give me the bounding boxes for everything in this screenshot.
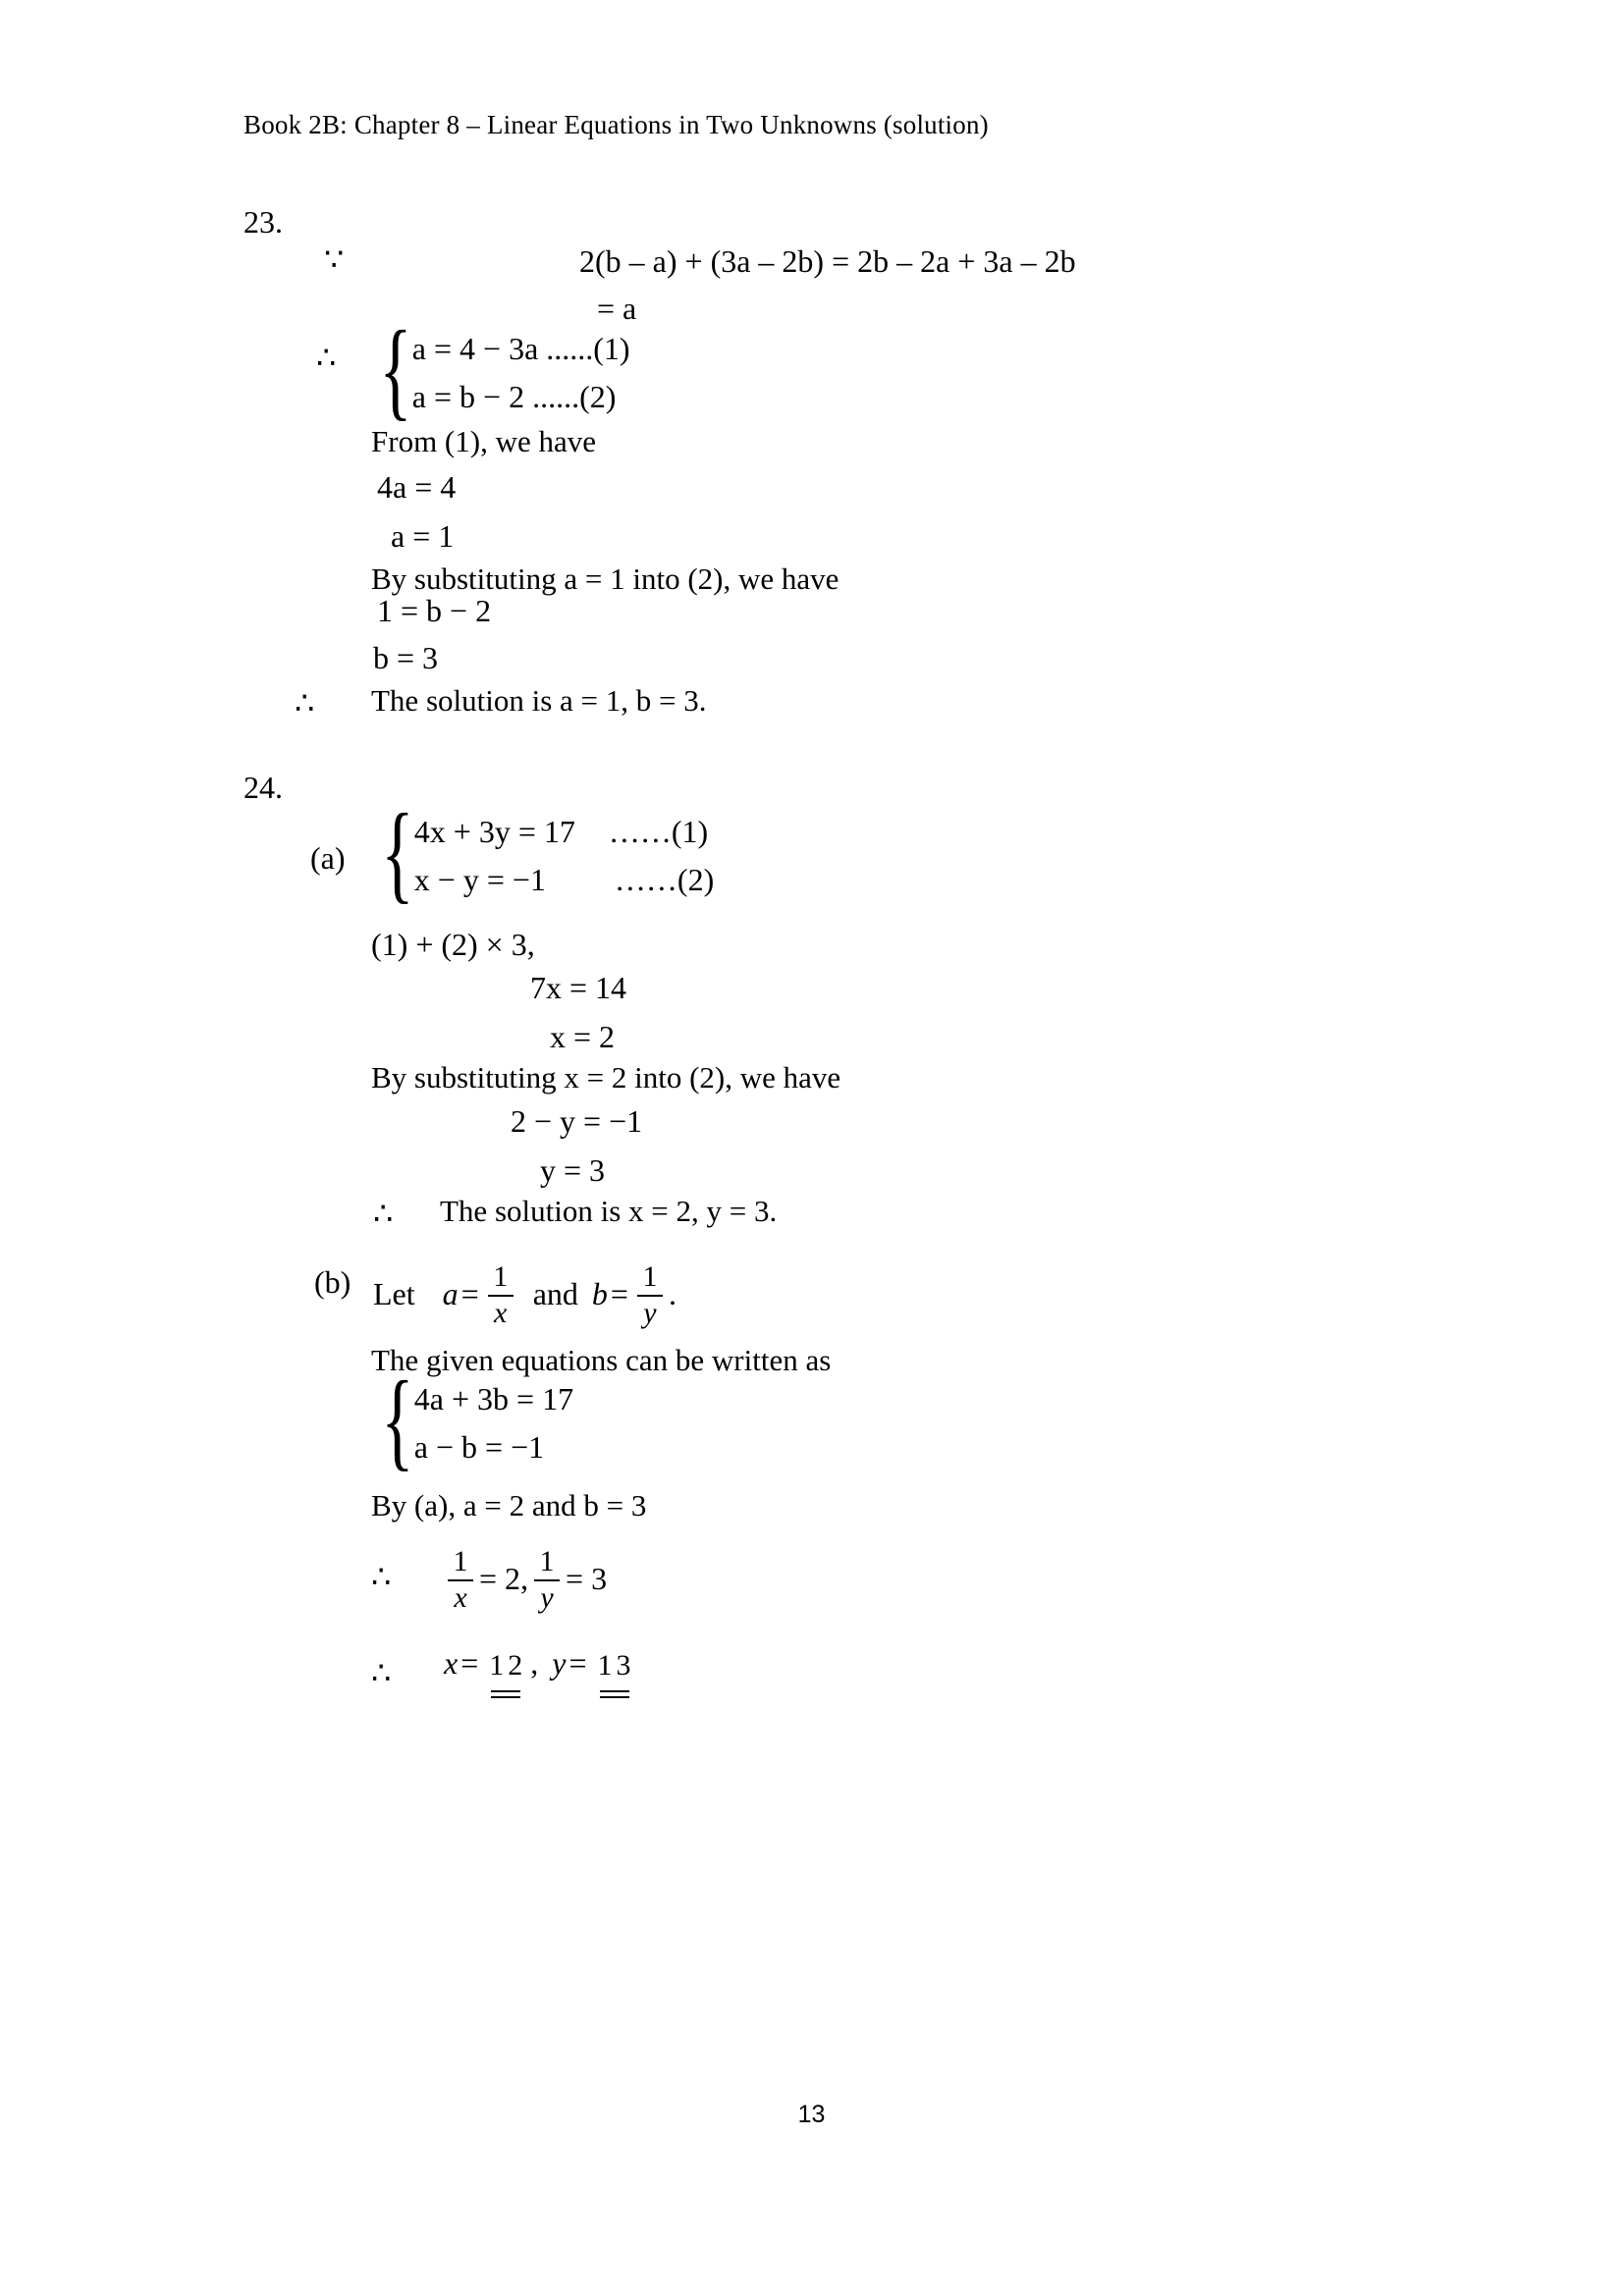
fraction-numerator: 1 [489,1649,505,1682]
q23-expansion-result: = a [597,291,637,326]
fraction-numerator: 1 [597,1649,613,1682]
q24a-substitute-line: By substituting x = 2 into (2), we have [371,1060,841,1095]
fraction-denominator: x [494,1296,508,1329]
q24b-let-line [373,1260,676,1330]
q24b-final-comma: , [530,1645,539,1681]
q24b-fraction-1-over-y-value [534,1547,560,1613]
q23-system-eq-1: a = 4 − 3a ......(1) [411,331,630,367]
q24a-step-4: y = 3 [540,1152,606,1188]
q24b-final-y-eq: = [568,1645,587,1681]
q24b-system-eq-1: 4a + 3b = 17 [413,1381,574,1417]
q24b-fraction-1-over-x-value [448,1547,473,1613]
q24b-fraction-1-over-x [488,1262,514,1328]
q23-system-eq-2: a = b − 2 ......(2) [411,379,617,415]
q24b-let-and: and [532,1275,578,1311]
q24b-let-period: . [668,1275,676,1311]
q24a-conclusion: The solution is x = 2, y = 3. [440,1194,778,1228]
q24b-final-x-eq: = [460,1645,479,1681]
fraction-denominator: y [643,1296,657,1329]
q24b-let-prefix: Let [373,1275,415,1311]
fraction-denominator: 2 [508,1649,523,1682]
fraction-denominator: y [540,1580,554,1614]
system-brace-icon: { [381,792,414,914]
page-number: 13 [797,2101,826,2128]
q24b-by-a-line: By (a), a = 2 and b = 3 [371,1488,647,1522]
q24a-eq-2-text: x − y = −1 [413,862,546,898]
q23-step-4: b = 3 [373,640,439,675]
q23-expansion: 2(b – a) + (3a – 2b) = 2b – 2a + 3a – 2b [579,243,1076,279]
fraction-numerator: 1 [539,1545,555,1577]
therefore-symbol-q24a: ∴ [373,1195,394,1232]
q23-system [369,309,630,431]
q24b-let-b-var: b [591,1275,608,1311]
q24a-system-eq-1 [414,814,714,850]
q24b-let-b-eq: = [610,1275,628,1311]
q24b-rewrite-line: The given equations can be written as [371,1343,832,1377]
q24b-recip-x-value: = 2, [479,1560,529,1596]
therefore-symbol-q24b-1: ∴ [371,1558,392,1595]
q24a-label: (a) [310,840,346,876]
system-brace-icon: { [379,309,412,431]
page-header: Book 2B: Chapter 8 – Linear Equations in Two Unknowns (solution) [243,110,989,139]
q24a-system-eq-2 [414,862,714,898]
q24a-eq-1-text: 4x + 3y = 17 [413,814,575,850]
q24b-system [371,1360,574,1481]
system-brace-icon: { [381,1360,414,1481]
q24b-answer-y-value [596,1646,633,1682]
fraction-denominator: 3 [616,1649,631,1682]
fraction-numerator: 1 [453,1545,468,1577]
q24b-recip-y-value: = 3 [566,1560,608,1596]
q24b-final-x-var: x [444,1645,459,1681]
q24a-operation: (1) + (2) × 3, [371,927,535,962]
question-number-23: 23. [243,204,283,240]
q24b-final-answer [444,1645,639,1684]
therefore-symbol-q24b-2: ∴ [371,1654,392,1691]
fraction-denominator: x [454,1580,467,1614]
q24a-eq-1-ref: ……(1) [608,814,709,850]
q24a-step-1: 7x = 14 [530,970,627,1005]
q24a-eq-2-ref: ……(2) [614,862,715,898]
therefore-symbol-q23-conclusion: ∴ [295,684,315,721]
q24b-let-a-var: a [442,1275,459,1311]
q23-step-2: a = 1 [391,518,455,554]
q24a-step-3: 2 − y = −1 [511,1103,643,1139]
q23-conclusion: The solution is a = 1, b = 3. [371,683,707,718]
q24b-let-a-eq: = [460,1275,479,1311]
q24b-label: (b) [314,1264,352,1300]
q24a-step-2: x = 2 [550,1019,616,1054]
question-number-24: 24. [243,770,283,805]
fraction-numerator: 1 [642,1260,658,1293]
q24b-reciprocal-line [442,1545,608,1615]
therefore-symbol-q23: ∴ [316,339,337,376]
q24b-system-eq-2: a − b = −1 [413,1429,545,1466]
because-symbol-q23: ∵ [324,240,345,278]
q23-step-1: 4a = 4 [377,469,457,505]
q24b-answer-x-value [487,1646,524,1682]
q24a-system [371,792,715,914]
q24b-fraction-1-over-y [637,1262,663,1328]
q23-step-3: 1 = b − 2 [377,593,492,628]
q24b-final-y-var: y [552,1645,567,1681]
q23-from-line: From (1), we have [371,424,596,458]
fraction-numerator: 1 [493,1260,509,1293]
q23-substitute-line: By substituting a = 1 into (2), we have [371,561,839,596]
